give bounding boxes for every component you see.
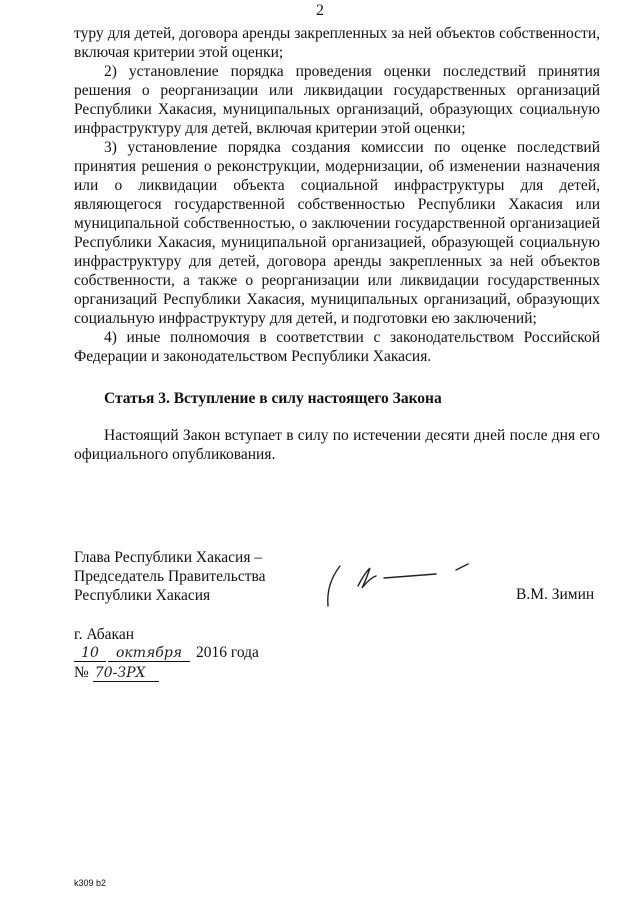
paragraph-item-4: 4) иные полномочия в соответствии с законодательством Российской Федерации и законодательством Республики Хакасия. — [74, 329, 600, 365]
article-3-heading: Статья 3. Вступление в силу настоящего Закона — [104, 390, 442, 407]
page-number: 2 — [316, 2, 324, 19]
document-number-line — [74, 664, 159, 682]
signer-title-line-1: Глава Республики Хакасия – — [74, 549, 263, 566]
date-year: 2016 года — [196, 644, 259, 661]
signer-title-line-3: Республики Хакасия — [74, 587, 211, 604]
paragraph-item-2: 2) установление порядка проведения оценки последствий принятия решения о реорганизации или ликвидации государственных организаций Республики Хакасия, муниципальных организаций, образующих социальную инфраструктуру для детей, включая критерии этой оценки; — [74, 63, 600, 137]
date-day: 10 — [74, 645, 106, 662]
signer-title-line-2: Председатель Правительства — [74, 568, 266, 585]
article-3-text: Настоящий Закон вступает в силу по истечении десяти дней после дня его официального опубликования. — [74, 427, 600, 463]
paragraph-item-3: 3) установление порядка создания комиссии по оценке последствий принятия решения о реконструкции, модернизации, об изменении назначения или о ликвидации объекта социальной инфраструктуры для детей, являющегося государственной собственностью Республики Хакасия или муниципальной собственностью, о заключении государственной организацией Республики Хакасия, муниципальной организацией, образующей социальную инфраструктуру для детей, договора аренды закрепленных за ней объектов собственности, а также о реорганизации или ликвидации государственных организаций Республики Хакасия, муниципальных организаций, образующих социальную инфраструктуру для детей, и подготовки ею заключений; — [74, 139, 600, 327]
signer-title — [74, 548, 266, 605]
footer-code: k309 b2 — [74, 878, 107, 888]
paragraph-continuation: туру для детей, договора аренды закрепленных за ней объектов собственности, включая критерии этой оценки; — [74, 25, 600, 61]
document-number: 70-ЗРХ — [93, 665, 159, 682]
handwritten-signature — [318, 556, 478, 616]
place-of-signing: г. Абакан — [74, 626, 135, 643]
signer-name: В.М. Зимин — [516, 586, 595, 603]
date-line — [74, 644, 259, 662]
law-body-text — [74, 24, 600, 366]
date-month: октября — [108, 645, 190, 662]
article-3-text-block — [74, 426, 600, 464]
number-symbol: № — [74, 664, 89, 681]
